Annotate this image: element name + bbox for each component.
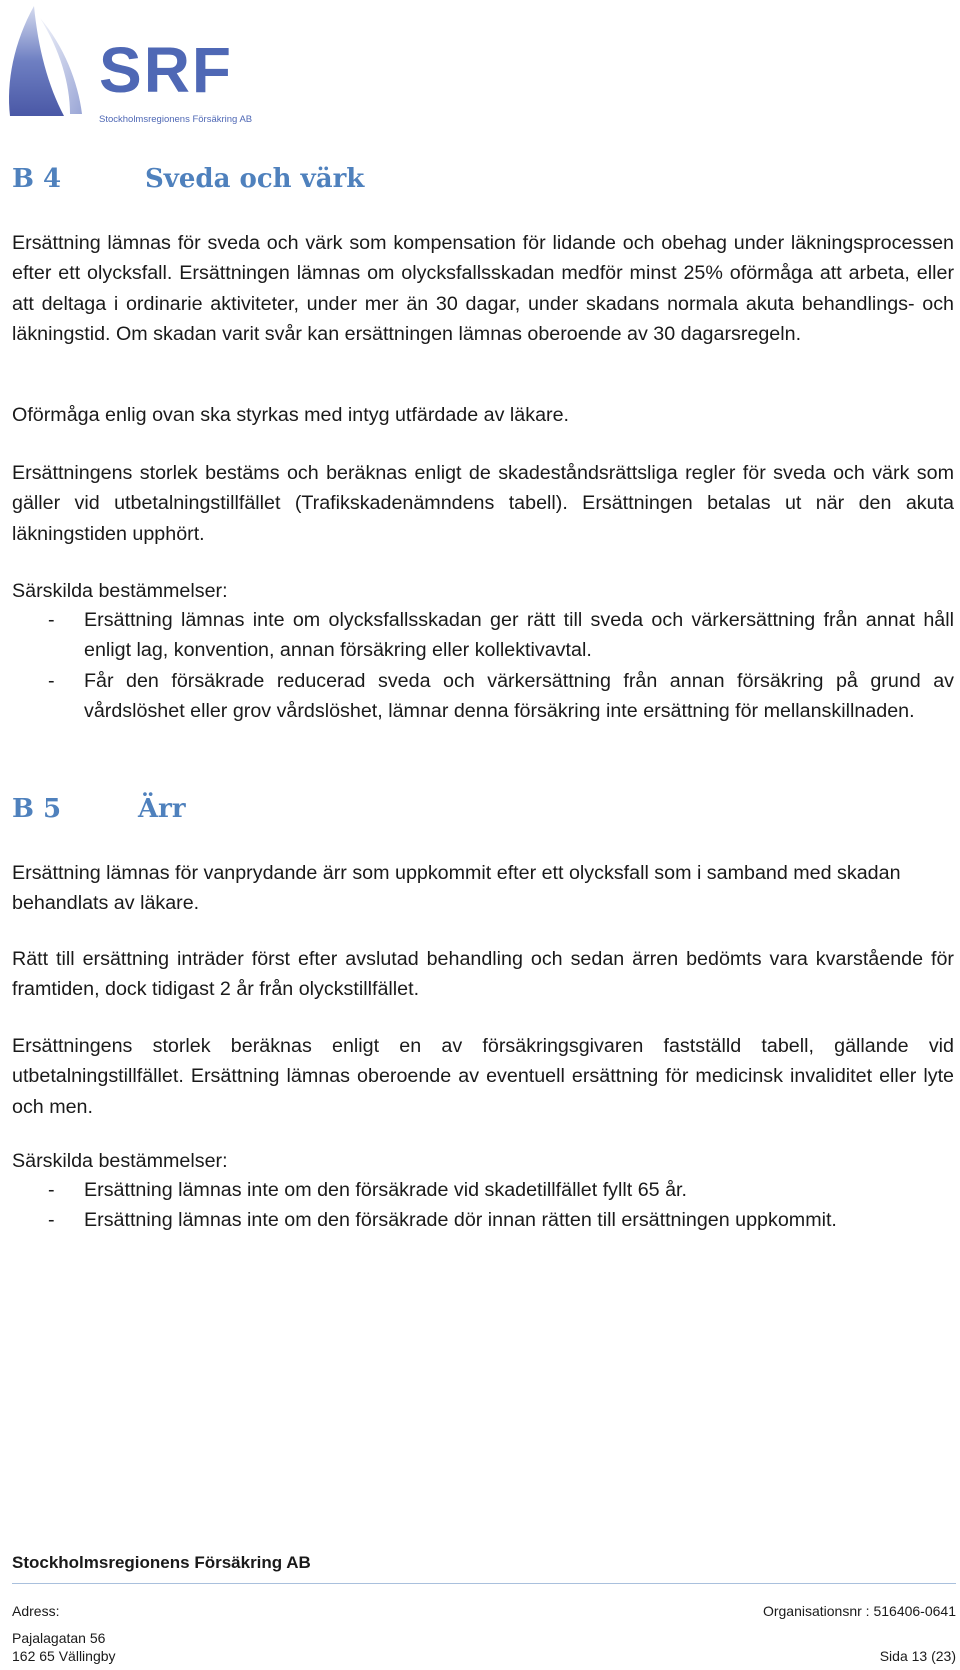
section-number: B 4 [12, 164, 62, 194]
list-item [12, 1205, 954, 1235]
paragraph: Ersättning lämnas för sveda och värk som kompensation för lidande och obehag under läkningsprocessen efter ett olycksfall. Ersättningen lämnas om olycksfallsskadan medför minst 25% oförmåga att arbeta, eller att deltaga i ordinarie aktiviteter, under mer än 30 dagar, under skadans normala akuta behandlings- och läkningstid. Om skadan varit svår kan ersättningen lämnas oberoende av 30 dagarsregeln. [12, 232, 954, 345]
section-number: B 5 [12, 794, 62, 824]
footer-divider [12, 1583, 956, 1584]
list-item-text: Ersättning lämnas inte om olycksfallsskadan ger rätt till sveda och värkersättning från annat håll enligt lag, konvention, annan försäkring eller kollektivavtal. [84, 609, 954, 662]
provisions-list-b4 [12, 605, 954, 726]
paragraph: Ersättningens storlek beräknas enligt en av försäkringsgivaren fastställd tabell, gällande vid utbetalningstillfället. Ersättning lämnas oberoende av eventuell ersättning för medicinsk invaliditet eller lyte och men. [12, 1035, 954, 1118]
footer-city: 162 65 Vällingby [12, 1648, 116, 1664]
section-title: Sveda och värk [145, 164, 365, 194]
list-marker: - [48, 609, 55, 631]
logo-subtitle: Stockholmsregionens Försäkring AB [99, 114, 253, 125]
paragraph: Rätt till ersättning inträder först efter avslutad behandling och sedan ärren bedömts vara kvarstående för framtiden, dock tidigast 2 år från olyckstillfället. [12, 948, 954, 1001]
footer-org-number: Organisationsnr : 516406-0641 [762, 1603, 956, 1619]
footer-street: Pajalagatan 56 [12, 1630, 106, 1646]
footer-page-number: Sida 13 (23) [879, 1648, 956, 1664]
list-item [12, 605, 954, 666]
list-item-text: Får den försäkrade reducerad sveda och värkersättning från annan försäkring på grund av vårdslöshet eller grov vårdslöshet, lämnar denna försäkring inte ersättning för mellanskillnaden. [84, 669, 954, 722]
list-item [12, 666, 954, 727]
list-item [12, 1175, 954, 1205]
list-item-text: Ersättning lämnas inte om den försäkrade vid skadetillfället fyllt 65 år. [84, 1179, 687, 1201]
sail-logo-icon [4, 2, 104, 128]
provisions-list-b5 [12, 1175, 954, 1236]
list-item-text: Ersättning lämnas inte om den försäkrade dör innan rätten till ersättningen uppkommit. [84, 1209, 837, 1232]
footer-address-label: Adress: [12, 1603, 60, 1619]
list-marker: - [48, 669, 55, 692]
list-marker: - [48, 1209, 55, 1232]
paragraph: Ersättningens storlek bestäms och beräknas enligt de skadeståndsrättsliga regler för sveda och värk som gäller vid utbetalningstillfället (Trafikskadenämndens tabell). Ersättningen betalas ut när den akuta läkningstiden upphört. [12, 462, 954, 545]
srf-logo [4, 2, 264, 128]
footer-company-name: Stockholmsregionens Försäkring AB [12, 1553, 311, 1572]
logo-text: SRF [99, 34, 233, 106]
list-marker: - [48, 1179, 55, 1201]
list-heading: Särskilda bestämmelser: [12, 1150, 228, 1172]
paragraph: Oförmåga enlig ovan ska styrkas med intyg utfärdade av läkare. [12, 404, 569, 426]
list-heading: Särskilda bestämmelser: [12, 580, 228, 602]
section-title: Ärr [138, 794, 186, 824]
paragraph: Ersättning lämnas för vanprydande ärr som uppkommit efter ett olycksfall som i samband med skadan behandlats av läkare. [12, 862, 901, 915]
